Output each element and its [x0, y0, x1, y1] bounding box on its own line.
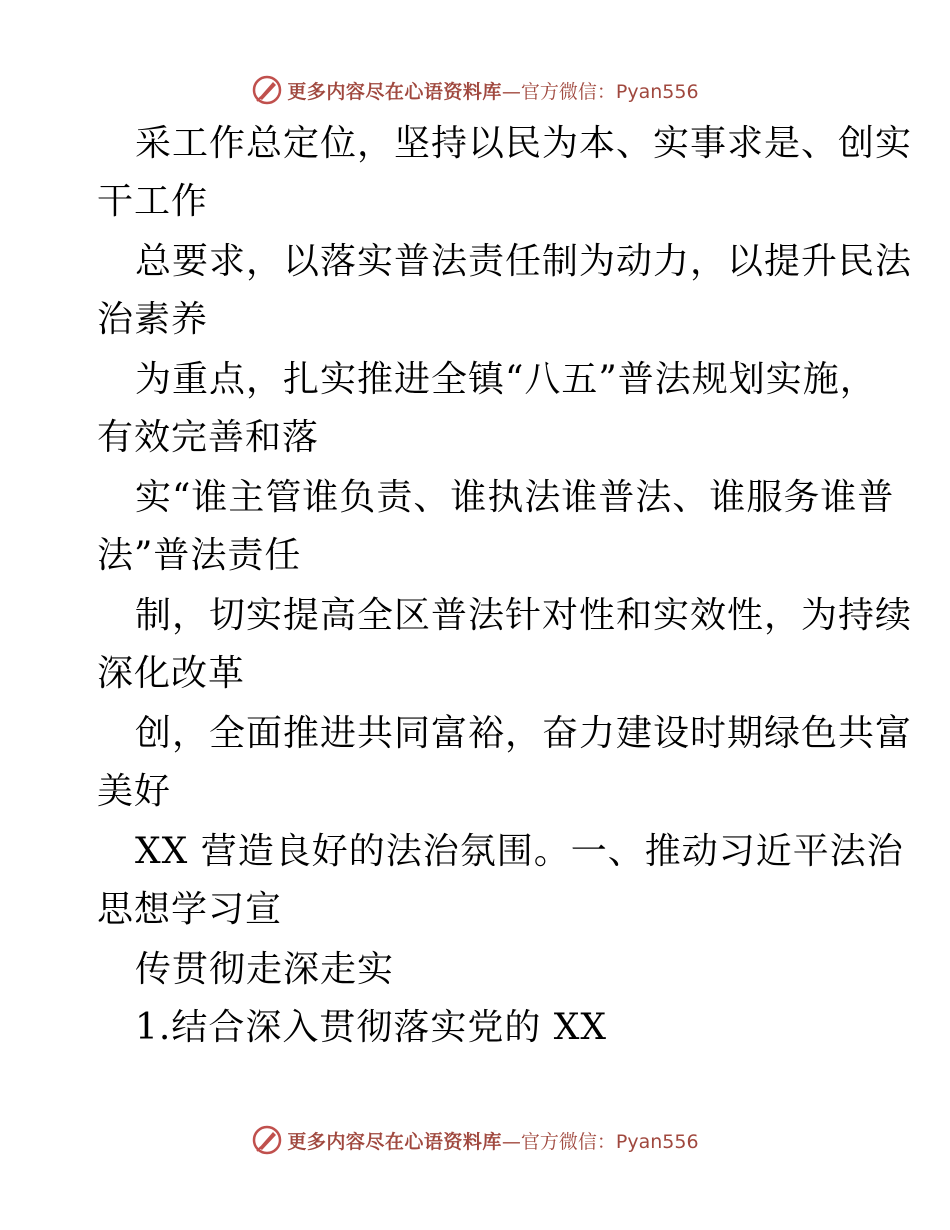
footer-banner-text: 更多内容尽在心语资料库	[287, 1130, 502, 1153]
body-line: 创，全面推进共同富裕，奋力建设时期绿色共富	[135, 713, 913, 754]
body-line: 干工作	[97, 181, 209, 222]
body-line: 法”普法责任	[97, 535, 302, 576]
body-line: 美好	[97, 771, 172, 812]
body-line: 有效完善和落	[97, 417, 320, 458]
footer-banner	[0, 1120, 950, 1160]
header-banner-text: 更多内容尽在心语资料库	[287, 80, 502, 103]
header-banner	[0, 70, 950, 110]
body-line: 思想学习宣	[97, 889, 283, 930]
body-line: 深化改革	[97, 653, 246, 694]
body-line: 1.结合深入贯彻落实党的 XX	[135, 1007, 608, 1048]
body-line: 采工作总定位，坚持以民为本、实事求是、创实	[135, 123, 913, 164]
footer-banner-contact: —官方微信：Pyan556	[501, 1130, 699, 1153]
body-line: 治素养	[97, 299, 209, 340]
header-banner-contact: —官方微信：Pyan556	[501, 80, 699, 103]
body-line: XX 营造良好的法治氛围。一、推动习近平法治	[135, 831, 904, 872]
body-line: 为重点，扎实推进全镇“八五”普法规划实施，	[135, 359, 877, 400]
body-line: 传贯彻走深走实	[135, 949, 395, 990]
body-line: 总要求，以落实普法责任制为动力，以提升民法	[135, 241, 913, 282]
quill-logo-icon	[251, 1124, 283, 1156]
body-line: 实“谁主管谁负责、谁执法谁普法、谁服务谁普	[135, 477, 895, 518]
quill-logo-icon	[251, 74, 283, 106]
body-line: 制，切实提高全区普法针对性和实效性，为持续	[135, 595, 913, 636]
